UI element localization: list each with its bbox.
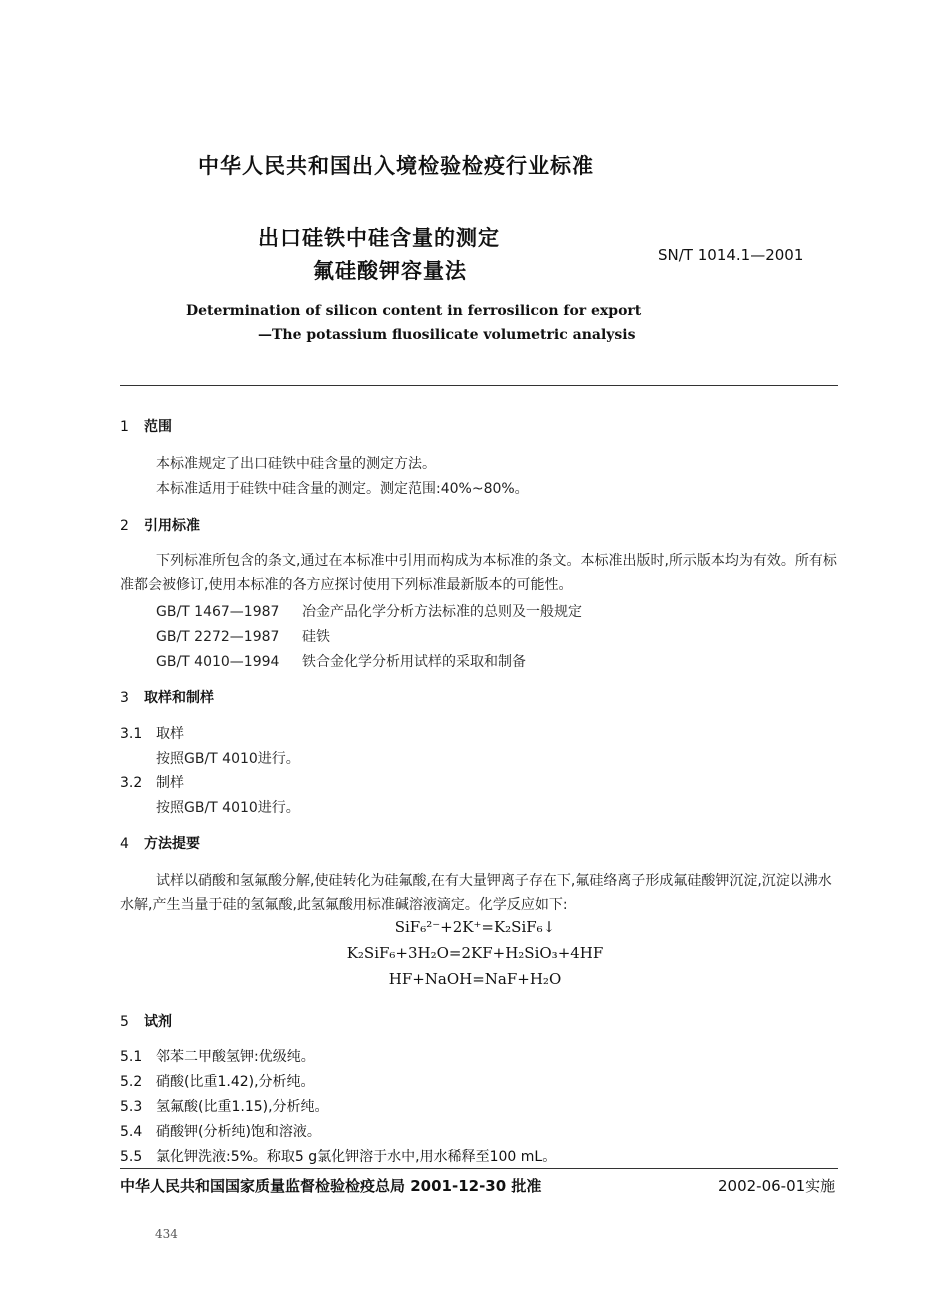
- reagent-item: [120, 1146, 556, 1166]
- reference-code: GB/T 2272—1987: [156, 629, 280, 645]
- reference-title: 硅铁: [302, 629, 330, 645]
- reagent-text: 硝酸钾(分析纯)饱和溶液。: [156, 1124, 321, 1140]
- reagent-item: [120, 1046, 315, 1066]
- reagent-item: [120, 1071, 315, 1091]
- section-3-heading: [120, 687, 214, 707]
- reagent-text: 氢氟酸(比重1.15),分析纯。: [156, 1099, 329, 1115]
- subsection-number: 3.2: [120, 775, 143, 791]
- subsection-number: 3.1: [120, 726, 143, 742]
- section-2-heading: [120, 515, 200, 535]
- section-number: 3: [120, 690, 129, 706]
- section-5-heading: [120, 1011, 172, 1031]
- section-4-text: 试样以硝酸和氢氟酸分解,使硅转化为硅氟酸,在有大量钾离子存在下,氟硅络离子形成氟硅酸钾沉淀,沉淀以沸水水解,产生当量于硅的氢氟酸,此氢氟酸用标准碱溶液滴定。化学反应如下:: [120, 873, 832, 913]
- document-title-line1: 出口硅铁中硅含量的测定: [258, 226, 500, 250]
- reagent-number: 5.1: [120, 1049, 143, 1065]
- reagent-item: [120, 1096, 329, 1116]
- chemical-equation: HF+NaOH=NaF+H₂O: [388, 970, 562, 988]
- subsection-title: 取样: [156, 726, 184, 742]
- section-title: 引用标准: [144, 518, 200, 534]
- section-title: 范围: [144, 419, 172, 435]
- issuing-body-heading: 中华人民共和国出入境检验检疫行业标准: [198, 154, 594, 178]
- approval-statement: 中华人民共和国国家质量监督检验检疫总局 2001-12-30 批准: [120, 1177, 542, 1195]
- reagent-number: 5.4: [120, 1124, 143, 1140]
- section-1-heading: [120, 416, 172, 436]
- section-1-paragraph-2: 本标准适用于硅铁中硅含量的测定。测定范围:40%~80%。: [156, 481, 529, 497]
- reference-item: [156, 626, 330, 646]
- subsection-3-2-text: 按照GB/T 4010进行。: [156, 800, 300, 816]
- section-title: 试剂: [144, 1014, 172, 1030]
- reference-title: 铁合金化学分析用试样的采取和制备: [302, 654, 526, 670]
- reference-item: [156, 601, 582, 621]
- footer-divider: [120, 1168, 838, 1169]
- chemical-equation: K₂SiF₆+3H₂O=2KF+H₂SiO₃+4HF: [346, 944, 604, 962]
- section-title: 取样和制样: [144, 690, 214, 706]
- subsection-title: 制样: [156, 775, 184, 791]
- header-divider: [120, 385, 838, 386]
- section-number: 1: [120, 419, 129, 435]
- reagent-text: 邻苯二甲酸氢钾:优级纯。: [156, 1049, 315, 1065]
- document-title-line2: 氟硅酸钾容量法: [313, 259, 467, 283]
- english-title-line2: —The potassium fluosilicate volumetric analysis: [258, 327, 636, 343]
- implementation-date: 2002-06-01实施: [718, 1177, 836, 1195]
- reference-title: 冶金产品化学分析方法标准的总则及一般规定: [302, 604, 582, 620]
- reagent-text: 硝酸(比重1.42),分析纯。: [156, 1074, 315, 1090]
- subsection-3-2-heading: [120, 772, 184, 792]
- section-2-intro: 下列标准所包含的条文,通过在本标准中引用而构成为本标准的条文。本标准出版时,所示版本均为有效。所有标准都会被修订,使用本标准的各方应探讨使用下列标准最新版本的可能性。: [120, 553, 837, 593]
- reagent-text: 氯化钾洗液:5%。称取5 g氯化钾溶于水中,用水稀释至100 mL。: [156, 1149, 557, 1165]
- subsection-3-1-heading: [120, 723, 184, 743]
- reagent-number: 5.3: [120, 1099, 143, 1115]
- reagent-number: 5.5: [120, 1149, 143, 1165]
- section-number: 5: [120, 1014, 129, 1030]
- section-title: 方法提要: [144, 836, 200, 852]
- page-number: 434: [155, 1227, 178, 1241]
- standard-number: SN/T 1014.1—2001: [658, 246, 804, 264]
- section-4-heading: [120, 833, 200, 853]
- reagent-item: [120, 1121, 321, 1141]
- reference-code: GB/T 4010—1994: [156, 654, 280, 670]
- section-number: 2: [120, 518, 129, 534]
- subsection-3-1-text: 按照GB/T 4010进行。: [156, 751, 300, 767]
- english-title-line1: Determination of silicon content in ferrosilicon for export: [186, 303, 642, 319]
- reference-item: [156, 651, 526, 671]
- reference-code: GB/T 1467—1987: [156, 604, 280, 620]
- section-number: 4: [120, 836, 129, 852]
- chemical-equation: SiF₆²⁻+2K⁺=K₂SiF₆↓: [394, 918, 556, 936]
- section-1-paragraph-1: 本标准规定了出口硅铁中硅含量的测定方法。: [156, 456, 436, 472]
- reagent-number: 5.2: [120, 1074, 143, 1090]
